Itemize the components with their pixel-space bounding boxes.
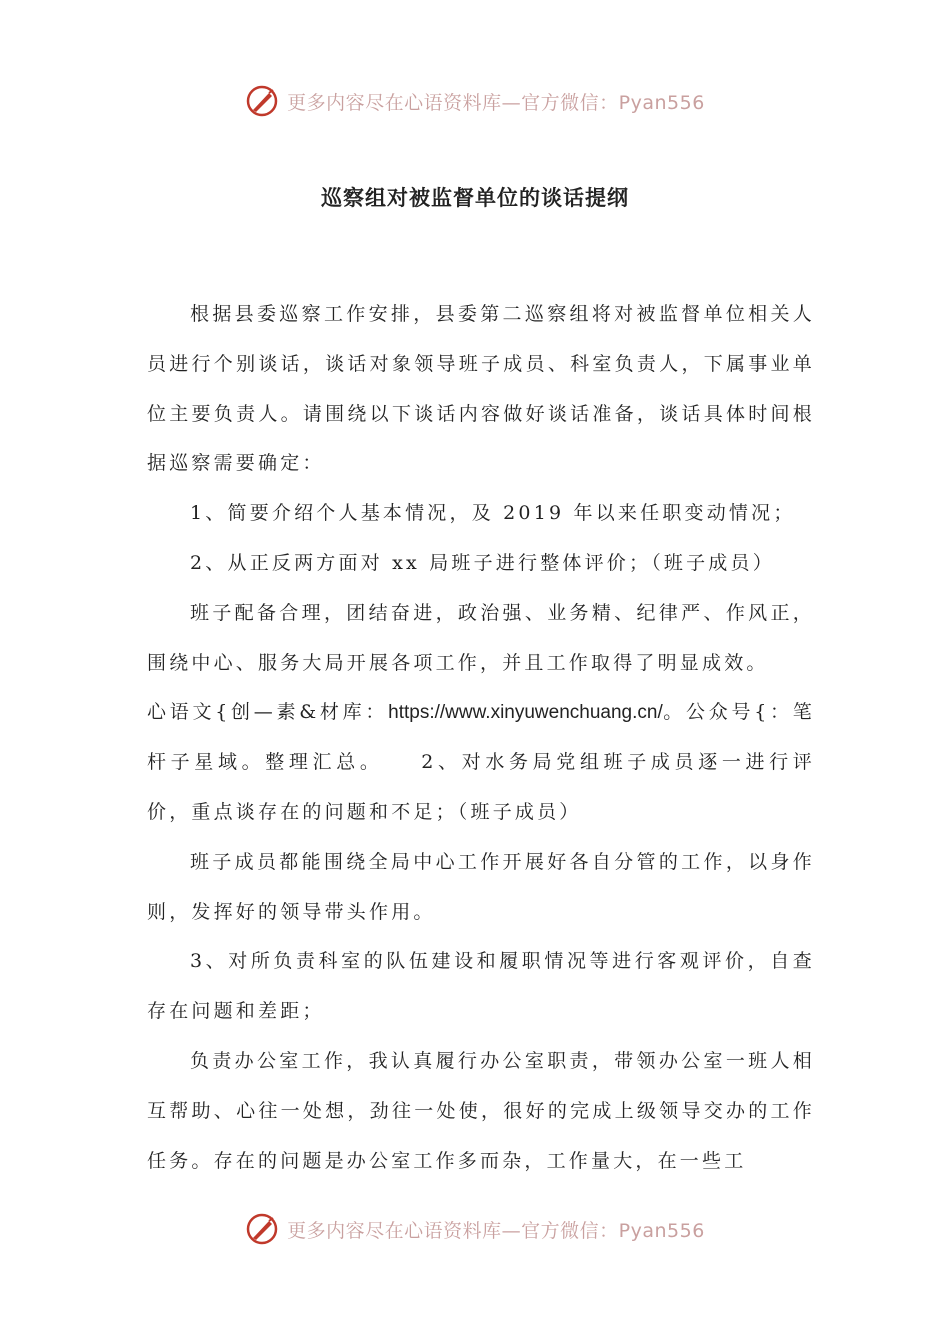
- header-watermark: [0, 84, 950, 118]
- paragraph: 负责办公室工作，我认真履行办公室职责，带领办公室一班人相互帮助、心往一处想，劲往一处使，很好的完成上级领导交办的工作任务。存在的问题是办公室工作多而杂，工作量大，在一些工: [147, 1049, 815, 1172]
- watermark-text: 更多内容尽在心语资料库—官方微信：Pyan556: [287, 91, 705, 114]
- watermark-text: 更多内容尽在心语资料库—官方微信：Pyan556: [287, 1219, 705, 1242]
- pen-logo-icon: [245, 84, 279, 118]
- paragraph: 3、对所负责科室的队伍建设和履职情况等进行客观评价，自查存在问题和差距；: [147, 950, 815, 1023]
- paragraph: 2、从正反两方面对 xx 局班子进行整体评价；（班子成员）: [190, 551, 775, 574]
- paragraph-with-link: 心语文{创—素&材库：https://www.xinyuwenchuang.cn/。公众号{：笔杆子星域。整理汇总。 2、对水务局党组班子成员逐一进行评价，重点谈存在的问题和不足；（班子成员）: [147, 701, 815, 823]
- document-title: 巡察组对被监督单位的谈话提纲: [321, 186, 629, 210]
- website-url: https://www.xinyuwenchuang.cn/: [388, 702, 663, 724]
- paragraph: 根据县委巡察工作安排，县委第二巡察组将对被监督单位相关人员进行个别谈话，谈话对象领导班子成员、科室负责人，下属事业单位主要负责人。请围绕以下谈话内容做好谈话准备，谈话具体时间根据巡察需要确定：: [147, 303, 815, 475]
- document-body: [147, 290, 815, 1186]
- paragraph: 1、简要介绍个人基本情况，及 2019 年以来任职变动情况；: [190, 502, 796, 525]
- pen-logo-icon: [245, 1212, 279, 1246]
- paragraph: 班子成员都能围绕全局中心工作开展好各自分管的工作，以身作则，发挥好的领导带头作用。: [147, 850, 815, 923]
- footer-watermark: [0, 1212, 950, 1246]
- paragraph: 班子配备合理，团结奋进，政治强、业务精、纪律严、作风正，围绕中心、服务大局开展各项工作，并且工作取得了明显成效。: [147, 601, 815, 674]
